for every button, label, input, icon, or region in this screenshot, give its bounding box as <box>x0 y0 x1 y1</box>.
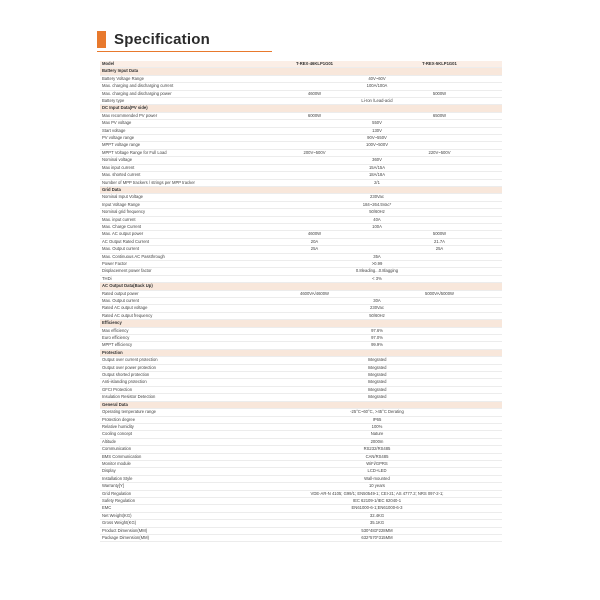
table-row <box>100 231 502 238</box>
section-header-row <box>100 320 502 327</box>
table-row <box>100 83 502 90</box>
table-row <box>100 483 502 490</box>
spec-value: Integrated <box>252 372 502 379</box>
spec-label: Max. Charge Current <box>100 223 252 230</box>
section-title: Protection <box>100 349 502 356</box>
table-row <box>100 201 502 208</box>
table-row <box>100 520 502 527</box>
spec-value: 2/1 <box>252 179 502 186</box>
spec-label: Cooling concept <box>100 431 252 438</box>
spec-value: -25°C~60°C, >45°C Derating <box>252 409 502 416</box>
table-row <box>100 305 502 312</box>
spec-value: 99.9% <box>252 342 502 349</box>
spec-value: 130V <box>252 127 502 134</box>
section-title: AC Output Data(Back Up) <box>100 283 502 290</box>
table-row <box>100 275 502 282</box>
spec-value-model-1: 200V~500V <box>252 149 377 156</box>
spec-label: Insulation Resistor Detection <box>100 394 252 401</box>
table-row <box>100 409 502 416</box>
section-header-row <box>100 349 502 356</box>
spec-value: 35A <box>252 253 502 260</box>
spec-label: Relative humidity <box>100 423 252 430</box>
table-row <box>100 535 502 542</box>
table-row <box>100 327 502 334</box>
spec-label: Rated output power <box>100 290 252 297</box>
page-title: Specification <box>114 30 210 48</box>
spec-value: < 3% <box>252 275 502 282</box>
header-label: Model <box>100 61 252 68</box>
spec-label: EMC <box>100 505 252 512</box>
spec-value: Li-Ion /Lead-acid <box>252 98 502 105</box>
spec-value: Integrated <box>252 394 502 401</box>
spec-label: Gross Weight(KG) <box>100 520 252 527</box>
table-row <box>100 460 502 467</box>
spec-label: Protection degree <box>100 416 252 423</box>
spec-value: Wall-mounted <box>252 475 502 482</box>
header-model-1: T-REX-46KLP1G01 <box>252 61 377 68</box>
table-row <box>100 179 502 186</box>
table-row <box>100 246 502 253</box>
spec-label: MPPT Voltage Range for Full Load <box>100 149 252 156</box>
title-accent-bar <box>97 31 106 48</box>
spec-value-model-2: 5000VA/5000W <box>377 290 502 297</box>
spec-value: 50/60Hz <box>252 209 502 216</box>
spec-label: Battery type <box>100 98 252 105</box>
spec-value-model-2: 6500W <box>377 112 502 119</box>
spec-label: Grid Regulation <box>100 490 252 497</box>
spec-label: Max. shorted current <box>100 172 252 179</box>
table-row <box>100 268 502 275</box>
spec-value: 50/60Hz <box>252 312 502 319</box>
spec-value: 2000m <box>252 438 502 445</box>
spec-label: Euro efficiency <box>100 335 252 342</box>
spec-value-model-1: 25A <box>252 246 377 253</box>
spec-value: RS232/RS485 <box>252 446 502 453</box>
table-row <box>100 312 502 319</box>
table-row <box>100 142 502 149</box>
spec-label: Max recommended PV power <box>100 112 252 119</box>
table-row <box>100 127 502 134</box>
spec-value: CAN/RS485 <box>252 453 502 460</box>
table-row <box>100 372 502 379</box>
table-row <box>100 238 502 245</box>
spec-value: IP65 <box>252 416 502 423</box>
spec-value: 40A <box>252 216 502 223</box>
spec-label: Altitude <box>100 438 252 445</box>
spec-label: MPPT efficiency <box>100 342 252 349</box>
spec-label: Nominal voltage <box>100 157 252 164</box>
spec-table-wrapper <box>100 61 500 542</box>
spec-value: IEC 62109-1/IEC 62040-1 <box>252 497 502 504</box>
spec-label: Anti-islanding protection <box>100 379 252 386</box>
spec-value-model-2: 5000W <box>377 90 502 97</box>
spec-table-body <box>100 61 502 542</box>
spec-label: Max. AC output power <box>100 231 252 238</box>
title-row <box>97 30 210 48</box>
spec-label: Rated AC output voltage <box>100 305 252 312</box>
spec-value: 632*570*315MM <box>252 535 502 542</box>
section-title: Grid Data <box>100 186 502 193</box>
spec-label: Max. charging and discharging current <box>100 83 252 90</box>
spec-value: 230Vac <box>252 305 502 312</box>
section-header-row <box>100 401 502 408</box>
spec-value: 100% <box>252 423 502 430</box>
table-row <box>100 209 502 216</box>
spec-value: WiFi/GPRS <box>252 460 502 467</box>
spec-label: Max. Output current <box>100 298 252 305</box>
table-row <box>100 438 502 445</box>
table-row <box>100 157 502 164</box>
spec-label: Max. charging and discharging power <box>100 90 252 97</box>
spec-value-model-1: 20A <box>252 238 377 245</box>
spec-value: >0.99 <box>252 260 502 267</box>
spec-value: 35.1KG <box>252 520 502 527</box>
table-row <box>100 290 502 297</box>
table-row <box>100 120 502 127</box>
spec-value: Integrated <box>252 386 502 393</box>
table-row <box>100 149 502 156</box>
section-title: Efficiency <box>100 320 502 327</box>
table-row <box>100 431 502 438</box>
table-row <box>100 342 502 349</box>
spec-value: Nature <box>252 431 502 438</box>
spec-value: 100V~500V <box>252 142 502 149</box>
table-row <box>100 490 502 497</box>
table-row <box>100 194 502 201</box>
table-row <box>100 357 502 364</box>
table-row <box>100 135 502 142</box>
spec-label: Max. Continuous AC Passthrough <box>100 253 252 260</box>
section-header-row <box>100 283 502 290</box>
spec-value: 97.6% <box>252 327 502 334</box>
spec-label: Display <box>100 468 252 475</box>
spec-value: 550V <box>252 120 502 127</box>
spec-value-model-2: 5000W <box>377 231 502 238</box>
spec-value: 18A/18A <box>252 172 502 179</box>
table-row <box>100 164 502 171</box>
spec-value: Integrated <box>252 364 502 371</box>
table-header-row <box>100 61 502 68</box>
spec-label: Nominal grid frequency <box>100 209 252 216</box>
spec-label: Safety Regulation <box>100 497 252 504</box>
section-title: Battery Input Data <box>100 68 502 75</box>
spec-value: 100A/100A <box>252 83 502 90</box>
table-row <box>100 423 502 430</box>
section-title: General Data <box>100 401 502 408</box>
spec-table <box>100 61 502 542</box>
table-row <box>100 475 502 482</box>
section-header-row <box>100 186 502 193</box>
table-row <box>100 253 502 260</box>
spec-value-model-1: 4600W <box>252 90 377 97</box>
spec-label: GFCI Protection <box>100 386 252 393</box>
spec-label: PV voltage range <box>100 135 252 142</box>
spec-label: Operating temperature range <box>100 409 252 416</box>
table-row <box>100 98 502 105</box>
spec-label: Max. Output current <box>100 246 252 253</box>
spec-label: THDi <box>100 275 252 282</box>
spec-label: Installation Style <box>100 475 252 482</box>
spec-value-model-1: 6000W <box>252 112 377 119</box>
spec-label: Communication <box>100 446 252 453</box>
spec-label: Rated AC output frequency <box>100 312 252 319</box>
spec-label: Power Factor <box>100 260 252 267</box>
spec-value: 100A <box>252 223 502 230</box>
spec-label: AC Output Rated Current <box>100 238 252 245</box>
spec-label: BMS Communication <box>100 453 252 460</box>
spec-label: Start voltage <box>100 127 252 134</box>
section-header-row <box>100 105 502 112</box>
spec-label: Max. input current <box>100 216 252 223</box>
table-row <box>100 172 502 179</box>
title-underline <box>97 51 272 52</box>
table-row <box>100 527 502 534</box>
spec-value: 15A/15A <box>252 164 502 171</box>
spec-value: Integrated <box>252 357 502 364</box>
table-row <box>100 512 502 519</box>
spec-value-model-1: 4600VA/4600W <box>252 290 377 297</box>
spec-value-model-2: 220V~500V <box>377 149 502 156</box>
spec-value: EN61000-6-1;EN61000-6-3 <box>252 505 502 512</box>
spec-label: Output over power protection <box>100 364 252 371</box>
spec-value: 30A <box>252 298 502 305</box>
spec-label: Input Voltage Range <box>100 201 252 208</box>
spec-value: 97.0% <box>252 335 502 342</box>
spec-label: Output over current protection <box>100 357 252 364</box>
section-header-row <box>100 68 502 75</box>
table-row <box>100 335 502 342</box>
spec-value: VDE-AR-N 4105; G99/1; EN50549-1; CEI-21; AS 4777.2; NRS 097-2-1; <box>252 490 502 497</box>
spec-label: Max input current <box>100 164 252 171</box>
table-row <box>100 468 502 475</box>
spec-value: 530*483*228MM <box>252 527 502 534</box>
spec-label: Max efficiency <box>100 327 252 334</box>
table-row <box>100 298 502 305</box>
spec-label: MPPT voltage range <box>100 142 252 149</box>
table-row <box>100 453 502 460</box>
spec-value-model-2: 21.7A <box>377 238 502 245</box>
table-row <box>100 497 502 504</box>
table-row <box>100 446 502 453</box>
table-row <box>100 90 502 97</box>
spec-value-model-2: 25A <box>377 246 502 253</box>
spec-label: Product Dimension(MM) <box>100 527 252 534</box>
header-model-2: T-REX-5KLP1G01 <box>377 61 502 68</box>
spec-value: 360V <box>252 157 502 164</box>
spec-label: Net Weight(KG) <box>100 512 252 519</box>
table-row <box>100 216 502 223</box>
table-row <box>100 416 502 423</box>
spec-label: Nominal Input Voltage <box>100 194 252 201</box>
table-row <box>100 505 502 512</box>
spec-label: Max PV voltage <box>100 120 252 127</box>
spec-value: 32.4KG <box>252 512 502 519</box>
table-row <box>100 260 502 267</box>
spec-label: Battery Voltage Range <box>100 75 252 82</box>
table-row <box>100 75 502 82</box>
spec-label: Displacement power factor <box>100 268 252 275</box>
spec-label: Package Dimension(MM) <box>100 535 252 542</box>
spec-label: Warranty[Y] <box>100 483 252 490</box>
table-row <box>100 379 502 386</box>
spec-value: Integrated <box>252 379 502 386</box>
table-row <box>100 386 502 393</box>
spec-label: Output shorted protection <box>100 372 252 379</box>
spec-value: 90V~550V <box>252 135 502 142</box>
section-title: DC Input Data(PV side) <box>100 105 502 112</box>
spec-label: Monitor module <box>100 460 252 467</box>
spec-value: 184~264.5Vac* <box>252 201 502 208</box>
spec-value: LCD+LED <box>252 468 502 475</box>
spec-value: 0.8leading...0.8lagging <box>252 268 502 275</box>
table-row <box>100 394 502 401</box>
table-row <box>100 223 502 230</box>
table-row <box>100 364 502 371</box>
table-row <box>100 112 502 119</box>
spec-label: Number of MPP trackers / strings per MPP tracker <box>100 179 252 186</box>
spec-value-model-1: 4600W <box>252 231 377 238</box>
spec-value: 230Vac <box>252 194 502 201</box>
spec-value: 40V~60V <box>252 75 502 82</box>
spec-value: 10 years <box>252 483 502 490</box>
